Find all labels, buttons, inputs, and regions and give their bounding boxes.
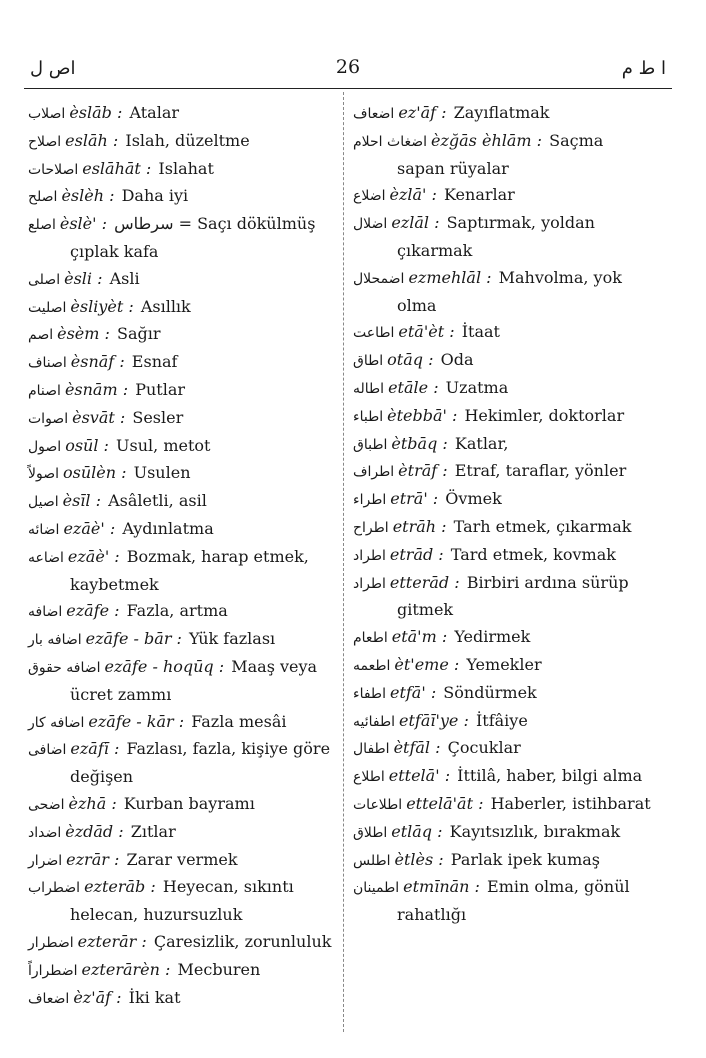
- entry-definition: Etraf, taraflar, yönler: [454, 461, 627, 481]
- entry-headword-arabic: اطلاق: [353, 824, 388, 841]
- entry-transliteration: èsvāt :: [72, 407, 126, 427]
- right-running-head: ا ط م: [621, 58, 666, 79]
- entry-definition: Zarar vermek: [126, 849, 238, 869]
- entry-headword-arabic: اطراف: [353, 464, 395, 481]
- dictionary-entry: [28, 516, 334, 544]
- dictionary-entry: [353, 542, 656, 570]
- entry-definition: Birbiri ardına sürüp gitmek: [397, 572, 629, 620]
- entry-definition: Yemekler: [466, 654, 542, 674]
- dictionary-entry: [28, 349, 334, 377]
- entry-headword-arabic: اطلاع: [353, 769, 385, 786]
- entry-transliteration: otāq :: [387, 350, 434, 370]
- entry-transliteration: ezāfe - bār :: [85, 629, 182, 649]
- entry-transliteration: etrād :: [389, 544, 444, 564]
- entry-headword-arabic: اضطراراً: [28, 962, 78, 979]
- entry-definition: Tard etmek, kovmak: [450, 544, 616, 564]
- entry-headword-arabic: اصولاً: [28, 466, 59, 483]
- dictionary-entry: [28, 294, 334, 322]
- entry-headword-arabic: اطفال: [353, 741, 390, 758]
- entry-definition: Söndürmek: [443, 682, 537, 702]
- dictionary-entry: [28, 156, 334, 184]
- dictionary-entry: [28, 266, 334, 294]
- entry-headword-arabic: اضطراب: [28, 880, 81, 897]
- entry-transliteration: ezterāb :: [84, 877, 156, 897]
- dictionary-entry: [353, 652, 656, 680]
- page-header: [30, 52, 666, 86]
- entry-transliteration: èsli :: [64, 268, 103, 288]
- entry-transliteration: èslèh :: [61, 186, 115, 206]
- entry-definition: Oda: [440, 350, 474, 370]
- entry-headword-arabic: اطراد: [353, 575, 386, 592]
- entry-headword-arabic: اضحی: [28, 796, 65, 813]
- entry-transliteration: ezmehlāl :: [408, 267, 492, 287]
- dictionary-entry: [353, 347, 656, 375]
- dictionary-entry: [28, 847, 334, 875]
- entry-headword-arabic: اطمینان: [353, 880, 400, 897]
- entry-headword-arabic: اطلاعات: [353, 796, 403, 813]
- dictionary-entry: [353, 265, 656, 320]
- entry-definition: İtaat: [461, 322, 500, 342]
- entry-headword-arabic: اضعاف: [353, 106, 395, 122]
- dictionary-entry: [353, 819, 656, 847]
- entry-transliteration: èsliyèt :: [70, 296, 134, 316]
- entry-headword-arabic: اضغاث احلام: [353, 133, 427, 150]
- entry-definition: Tarh etmek, çıkarmak: [453, 516, 632, 536]
- entry-transliteration: osūlèn :: [63, 463, 127, 483]
- dictionary-entry: [28, 654, 334, 709]
- entry-transliteration: ezrār :: [66, 849, 120, 869]
- entry-definition: Bozmak, harap etmek, kaybetmek: [70, 546, 309, 594]
- dictionary-entry: [353, 791, 656, 819]
- dictionary-entry: [353, 680, 656, 708]
- dictionary-entry: [353, 847, 656, 875]
- entry-transliteration: ezterārèn :: [81, 959, 171, 979]
- left-column: [28, 100, 334, 1012]
- dictionary-entry: [353, 128, 656, 183]
- entry-headword-arabic: اضلاع: [353, 188, 386, 205]
- entry-headword-arabic: اضرار: [28, 852, 63, 869]
- dictionary-entry: [28, 100, 334, 128]
- dictionary-entry: [353, 100, 656, 128]
- entry-headword-arabic: اصلح: [28, 189, 58, 206]
- entry-definition: İttilâ, haber, bilgi alma: [457, 766, 643, 786]
- entry-definition: Aydınlatma: [122, 518, 214, 538]
- entry-definition: Haberler, istihbarat: [490, 793, 651, 813]
- entry-definition: Asâletli, asil: [108, 491, 207, 511]
- dictionary-entry: [28, 377, 334, 405]
- entry-definition: Kayıtsızlık, bırakmak: [449, 821, 621, 841]
- entry-transliteration: osūl :: [65, 435, 109, 455]
- entry-transliteration: ezāè' :: [67, 546, 120, 566]
- entry-headword-arabic: اضافی: [28, 742, 67, 759]
- entry-definition: Zayıflatmak: [453, 103, 550, 122]
- entry-definition: Uzatma: [445, 377, 509, 397]
- dictionary-entry: [28, 957, 334, 985]
- entry-headword-arabic: اضعاف: [28, 990, 70, 1007]
- entry-transliteration: ètebbā' :: [387, 405, 458, 425]
- entry-definition: Parlak ipek kumaş: [450, 849, 600, 869]
- entry-definition: Mecburen: [177, 959, 261, 979]
- entry-transliteration: etfā' :: [389, 682, 437, 702]
- entry-headword-arabic: اصلاح: [28, 133, 62, 150]
- entry-definition: Daha iyi: [121, 186, 189, 206]
- entry-definition: Övmek: [445, 489, 502, 509]
- entry-transliteration: etrāh :: [392, 516, 447, 536]
- entry-headword-arabic: اصلاب: [28, 106, 66, 122]
- entry-headword-arabic: اطباء: [353, 408, 384, 425]
- entry-definition: Sağır: [117, 324, 161, 344]
- entry-transliteration: ezāfe - kār :: [88, 711, 185, 731]
- dictionary-entry: [28, 929, 334, 957]
- entry-headword-arabic: اضلال: [353, 216, 388, 233]
- entry-transliteration: ètfāl :: [393, 738, 441, 758]
- entry-definition: Asli: [109, 268, 140, 288]
- entry-transliteration: ezāè' :: [63, 518, 116, 538]
- entry-headword-arabic: اطعمه: [353, 657, 391, 674]
- dictionary-entry: [28, 183, 334, 211]
- entry-transliteration: èslè' :: [59, 214, 108, 234]
- dictionary-entry: [28, 128, 334, 156]
- dictionary-entry: [28, 433, 334, 461]
- column-divider: [343, 92, 344, 1032]
- entry-transliteration: ezāfī :: [70, 739, 120, 759]
- entry-headword-arabic: اطعام: [353, 630, 388, 647]
- header-rule: [24, 88, 672, 89]
- entry-transliteration: ezāfe :: [66, 601, 120, 621]
- entry-transliteration: ezterār :: [77, 931, 147, 951]
- entry-headword-arabic: اصول: [28, 438, 62, 455]
- entry-definition: Islahat: [158, 158, 214, 178]
- entry-transliteration: etā'm :: [391, 627, 448, 647]
- entry-headword-arabic: اطاله: [353, 380, 385, 397]
- dictionary-entry: [28, 321, 334, 349]
- entry-headword-arabic: اطراد: [353, 547, 386, 564]
- entry-definition: Kurban bayramı: [123, 793, 255, 813]
- entry-definition: Emin olma, gönül rahatlığı: [397, 877, 630, 925]
- entry-definition: Islah, düzeltme: [125, 130, 250, 150]
- entry-headword-arabic: اضاعه: [28, 549, 64, 566]
- dictionary-entry: [353, 514, 656, 542]
- entry-definition: Maaş veya ücret zammı: [70, 656, 318, 704]
- entry-headword-arabic: اضطرار: [28, 934, 74, 951]
- entry-headword-arabic: اضافه بار: [28, 632, 82, 649]
- entry-definition: Fazlası, fazla, kişiye göre değişen: [70, 739, 331, 787]
- entry-headword-arabic: اصناف: [28, 355, 67, 372]
- entry-definition: İtfâiye: [475, 710, 528, 730]
- entry-transliteration: etrā' :: [390, 489, 439, 509]
- entry-headword-arabic: اضمحلال: [353, 270, 405, 287]
- entry-definition: Sesler: [132, 407, 184, 427]
- entry-headword-arabic: اصلاحات: [28, 161, 79, 178]
- entry-headword-arabic: اطلس: [353, 852, 391, 869]
- entry-transliteration: èsèm :: [57, 324, 110, 344]
- entry-definition: Çaresizlik, zorunluluk: [153, 931, 332, 951]
- entry-transliteration: èzğās èhlām :: [431, 130, 543, 150]
- entry-definition: Usul, metot: [116, 435, 211, 455]
- entry-transliteration: èzdād :: [65, 821, 124, 841]
- entry-headword-arabic: اطاعت: [353, 325, 395, 342]
- dictionary-entry: [28, 626, 334, 654]
- entry-headword-arabic: اطاق: [353, 353, 384, 370]
- entry-transliteration: etlāq :: [391, 821, 443, 841]
- entry-transliteration: èt'eme :: [394, 654, 460, 674]
- entry-headword-arabic: اصلع: [28, 217, 56, 234]
- entry-definition: Yük fazlası: [189, 629, 276, 649]
- dictionary-entry: [353, 210, 656, 265]
- right-column: [353, 100, 656, 929]
- entry-transliteration: ezlāl :: [391, 213, 440, 233]
- entry-transliteration: etfāī'ye :: [399, 710, 469, 730]
- entry-headword-arabic: اضائه: [28, 521, 60, 538]
- entry-headword-arabic: اضداد: [28, 824, 62, 841]
- entry-transliteration: ettelā' :: [388, 766, 451, 786]
- entry-transliteration: ettelā'āt :: [406, 793, 484, 813]
- entry-transliteration: ètlès :: [394, 849, 444, 869]
- entry-definition: Usulen: [133, 463, 191, 483]
- entry-headword-arabic: اطباق: [353, 436, 388, 453]
- dictionary-entry: [353, 624, 656, 652]
- entry-transliteration: etā'èt :: [398, 322, 455, 342]
- dictionary-entry: [353, 182, 656, 210]
- entry-transliteration: etmīnān :: [403, 877, 480, 897]
- entry-transliteration: ètbāq :: [391, 433, 448, 453]
- entry-transliteration: eslāh :: [65, 130, 119, 150]
- entry-transliteration: ez'āf :: [398, 103, 447, 122]
- dictionary-entry: [28, 791, 334, 819]
- entry-headword-arabic: اصنام: [28, 382, 61, 399]
- dictionary-entry: [353, 458, 656, 486]
- entry-headword-arabic: اضافه: [28, 604, 63, 621]
- entry-definition: Atalar: [129, 103, 180, 122]
- dictionary-entry: [353, 319, 656, 347]
- entry-headword-arabic: اصیل: [28, 494, 59, 511]
- dictionary-entry: [353, 708, 656, 736]
- entry-transliteration: èsīl :: [62, 491, 101, 511]
- left-running-head: اص ل: [30, 58, 76, 79]
- entry-definition: Esnaf: [131, 352, 178, 372]
- entry-definition: Kenarlar: [444, 185, 515, 205]
- dictionary-entry: [353, 874, 656, 929]
- dictionary-entry: [353, 735, 656, 763]
- dictionary-entry: [28, 985, 334, 1013]
- entry-transliteration: èzhā :: [68, 793, 117, 813]
- entry-definition: Fazla, artma: [126, 601, 228, 621]
- entry-headword-arabic: اضافه حقوق: [28, 659, 101, 676]
- entry-definition: Hekimler, doktorlar: [464, 405, 625, 425]
- entry-definition: Asıllık: [140, 296, 191, 316]
- entry-headword-arabic: اضافه كار: [28, 714, 85, 731]
- entry-definition: سرطاس = Saçı dökülmüş çıplak kafa: [70, 214, 316, 261]
- entry-transliteration: etterād :: [389, 572, 460, 592]
- entry-transliteration: èzlā' :: [389, 185, 437, 205]
- dictionary-entry: [28, 874, 334, 929]
- entry-definition: Katlar,: [454, 433, 509, 453]
- dictionary-entry: [28, 598, 334, 626]
- entry-definition: Heyecan, sıkıntı helecan, huzursuzluk: [70, 877, 294, 925]
- entry-transliteration: etāle :: [388, 377, 439, 397]
- entry-definition: Zıtlar: [130, 821, 176, 841]
- entry-transliteration: èsnāf :: [70, 352, 125, 372]
- entry-headword-arabic: اطراء: [353, 492, 387, 509]
- entry-headword-arabic: اطفائیه: [353, 713, 396, 730]
- entry-headword-arabic: اطراح: [353, 519, 389, 536]
- dictionary-entry: [353, 375, 656, 403]
- dictionary-entry: [28, 460, 334, 488]
- entry-definition: Fazla mesâi: [191, 711, 287, 731]
- page-number: 26: [335, 56, 361, 78]
- dictionary-entry: [28, 211, 334, 266]
- entry-headword-arabic: اصم: [28, 327, 54, 344]
- dictionary-entry: [353, 431, 656, 459]
- entry-definition: Saçma sapan rüyalar: [397, 130, 604, 178]
- entry-transliteration: èslāb :: [69, 103, 123, 122]
- entry-headword-arabic: اصلیت: [28, 299, 67, 316]
- entry-transliteration: èsnām :: [64, 379, 129, 399]
- entry-definition: Putlar: [135, 379, 186, 399]
- entry-transliteration: èz'āf :: [73, 987, 122, 1007]
- dictionary-entry: [353, 486, 656, 514]
- entry-definition: Saptırmak, yoldan çıkarmak: [397, 213, 595, 260]
- dictionary-entry: [353, 403, 656, 431]
- entry-definition: Mahvolma, yok olma: [397, 267, 622, 315]
- dictionary-entry: [28, 709, 334, 737]
- entry-transliteration: ezāfe - hoqūq :: [104, 656, 225, 676]
- entry-headword-arabic: اطفاء: [353, 685, 386, 702]
- entry-transliteration: eslāhāt :: [82, 158, 152, 178]
- entry-headword-arabic: اصلی: [28, 271, 61, 288]
- dictionary-entry: [353, 570, 656, 625]
- dictionary-entry: [28, 819, 334, 847]
- entry-transliteration: ètrāf :: [398, 461, 448, 481]
- entry-definition: Yedirmek: [454, 627, 531, 647]
- entry-headword-arabic: اصوات: [28, 410, 69, 427]
- entry-definition: Çocuklar: [447, 738, 521, 758]
- dictionary-entry: [28, 405, 334, 433]
- dictionary-entry: [28, 544, 334, 599]
- dictionary-entry: [28, 488, 334, 516]
- dictionary-entry: [28, 736, 334, 791]
- entry-definition: İki kat: [128, 987, 181, 1007]
- dictionary-entry: [353, 763, 656, 791]
